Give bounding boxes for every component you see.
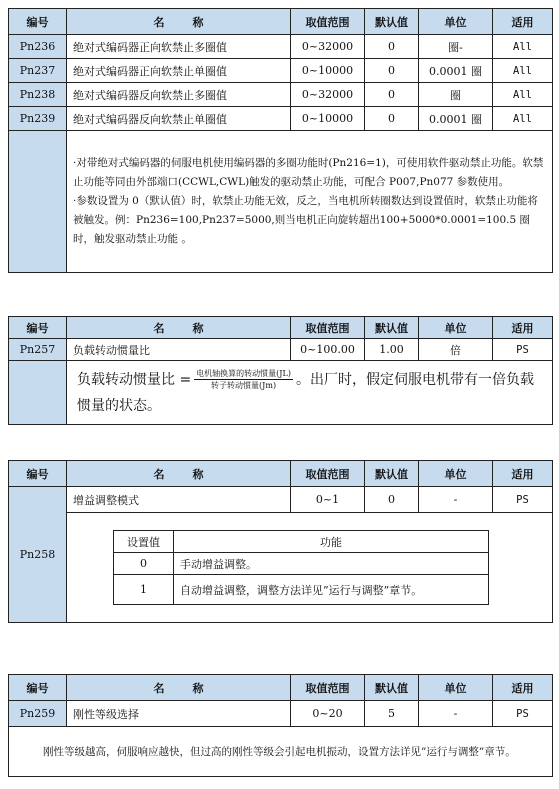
param-default: 0: [365, 83, 419, 107]
param-name: 增益调整模式: [67, 487, 291, 513]
description-paragraph-1: ·对带绝对式编码器的伺服电机使用编码器的多圈功能时(Pn216=1)，可使用软件驱动禁止功能。软禁止功能等同由外部端口(CCWL,CWL)触发的驱动禁止功能，可配合 P007,Pn077 参数使用。: [73, 157, 544, 188]
param-range: 0~20: [291, 701, 365, 727]
table-row: [9, 487, 553, 513]
setting-values-table: [113, 530, 489, 605]
description-suffix: 。出厂时，假定伺服电机带有一倍负载惯量的状态。: [77, 371, 534, 414]
header-apply: 适用: [493, 317, 553, 339]
param-id: Pn258: [9, 487, 67, 623]
header-id: 编号: [9, 9, 67, 35]
param-default: 0: [365, 487, 419, 513]
param-table-pn236-239: [8, 8, 553, 273]
param-range: 0~1: [291, 487, 365, 513]
param-table-pn257: [8, 316, 553, 425]
header-id: 编号: [9, 675, 67, 701]
header-name-a: 名: [153, 681, 165, 695]
table-header-row: [9, 461, 553, 487]
header-range: 取值范围: [291, 675, 365, 701]
table-header-row: [9, 675, 553, 701]
header-unit: 单位: [419, 461, 493, 487]
table-row: [9, 339, 553, 361]
param-name: 刚性等级选择: [67, 701, 291, 727]
description-row: [9, 361, 553, 425]
setting-value: 1: [114, 575, 174, 605]
setting-value: 0: [114, 553, 174, 575]
header-apply: 适用: [493, 9, 553, 35]
description-paragraph-2: ·参数设置为 0（默认值）时，软禁止功能无效，反之，当电机所转圈数达到设置值时，软禁止功能将被触发。例：Pn236=100,Pn237=5000,则当电机正向旋转超出100+5000*0.0001=100.5 圈时，触发驱动禁止功能 。: [73, 195, 538, 245]
header-name: [67, 675, 291, 701]
param-default: 0: [365, 59, 419, 83]
param-apply: All: [493, 59, 553, 83]
inner-header-row: [114, 531, 489, 553]
header-range: 取值范围: [291, 461, 365, 487]
param-description: 刚性等级越高，伺服响应越快，但过高的刚性等级会引起电机振动，设置方法详见”运行与调整”章节。: [9, 727, 553, 777]
param-id: Pn259: [9, 701, 67, 727]
param-unit: 圈-: [419, 35, 493, 59]
header-name-a: 名: [153, 467, 165, 481]
table-row: [9, 35, 553, 59]
param-table-pn259: [8, 674, 553, 777]
table-row: [9, 701, 553, 727]
table-row: [9, 59, 553, 83]
inner-header-value: 设置值: [114, 531, 174, 553]
fraction-denominator: 转子转动惯量(Jm): [211, 381, 277, 390]
header-name-b: 称: [192, 321, 204, 335]
table-header-row: [9, 317, 553, 339]
header-name: [67, 9, 291, 35]
param-id: Pn257: [9, 339, 67, 361]
header-name-b: 称: [192, 467, 204, 481]
param-name: 绝对式编码器正向软禁止单圈值: [67, 59, 291, 83]
param-apply: PS: [493, 339, 553, 361]
param-id: Pn238: [9, 83, 67, 107]
param-table-pn258: [8, 460, 553, 623]
header-id: 编号: [9, 461, 67, 487]
param-unit: 倍: [419, 339, 493, 361]
header-name: [67, 317, 291, 339]
param-unit: -: [419, 487, 493, 513]
header-unit: 单位: [419, 9, 493, 35]
param-default: 1.00: [365, 339, 419, 361]
header-unit: 单位: [419, 675, 493, 701]
param-unit: 0.0001 圈: [419, 107, 493, 131]
header-name-a: 名: [153, 15, 165, 29]
param-range: 0~32000: [291, 83, 365, 107]
param-unit: 0.0001 圈: [419, 59, 493, 83]
table-row: [114, 553, 489, 575]
table-row: [114, 575, 489, 605]
param-id: Pn236: [9, 35, 67, 59]
description-row: [9, 727, 553, 777]
header-default: 默认值: [365, 461, 419, 487]
header-apply: 适用: [493, 461, 553, 487]
header-id: 编号: [9, 317, 67, 339]
param-apply: PS: [493, 701, 553, 727]
param-id-spacer: [9, 131, 67, 273]
setting-function: 手动增益调整。: [174, 553, 489, 575]
param-name: 绝对式编码器反向软禁止多圈值: [67, 83, 291, 107]
header-default: 默认值: [365, 317, 419, 339]
inner-header-function: 功能: [174, 531, 489, 553]
param-unit: -: [419, 701, 493, 727]
table-row: [9, 107, 553, 131]
param-apply: PS: [493, 487, 553, 513]
param-apply: All: [493, 107, 553, 131]
table-row: [9, 83, 553, 107]
param-apply: All: [493, 35, 553, 59]
header-name-b: 称: [192, 681, 204, 695]
param-default: 0: [365, 107, 419, 131]
param-default: 0: [365, 35, 419, 59]
header-default: 默认值: [365, 675, 419, 701]
param-description: [67, 361, 553, 425]
param-id-spacer: [9, 361, 67, 425]
param-range: 0~100.00: [291, 339, 365, 361]
header-name-a: 名: [153, 321, 165, 335]
param-range: 0~10000: [291, 107, 365, 131]
param-name: 绝对式编码器反向软禁止单圈值: [67, 107, 291, 131]
param-apply: All: [493, 83, 553, 107]
header-name: [67, 461, 291, 487]
description-row: [9, 131, 553, 273]
param-description: [67, 513, 553, 623]
table-header-row: [9, 9, 553, 35]
setting-function: 自动增益调整，调整方法详见”运行与调整”章节。: [174, 575, 489, 605]
param-name: 绝对式编码器正向软禁止多圈值: [67, 35, 291, 59]
param-name: 负载转动惯量比: [67, 339, 291, 361]
description-row: [9, 513, 553, 623]
param-default: 5: [365, 701, 419, 727]
param-unit: 圈: [419, 83, 493, 107]
param-range: 0~10000: [291, 59, 365, 83]
header-unit: 单位: [419, 317, 493, 339]
param-id: Pn239: [9, 107, 67, 131]
fraction-numerator: 电机轴换算的转动惯量(JL): [196, 369, 291, 378]
header-default: 默认值: [365, 9, 419, 35]
param-description: [67, 131, 553, 273]
param-range: 0~32000: [291, 35, 365, 59]
header-name-b: 称: [192, 15, 204, 29]
description-prefix: 负载转动惯量比 =: [77, 371, 192, 388]
param-id: Pn237: [9, 59, 67, 83]
inertia-ratio-fraction: [194, 368, 293, 391]
header-range: 取值范围: [291, 9, 365, 35]
header-apply: 适用: [493, 675, 553, 701]
header-range: 取值范围: [291, 317, 365, 339]
